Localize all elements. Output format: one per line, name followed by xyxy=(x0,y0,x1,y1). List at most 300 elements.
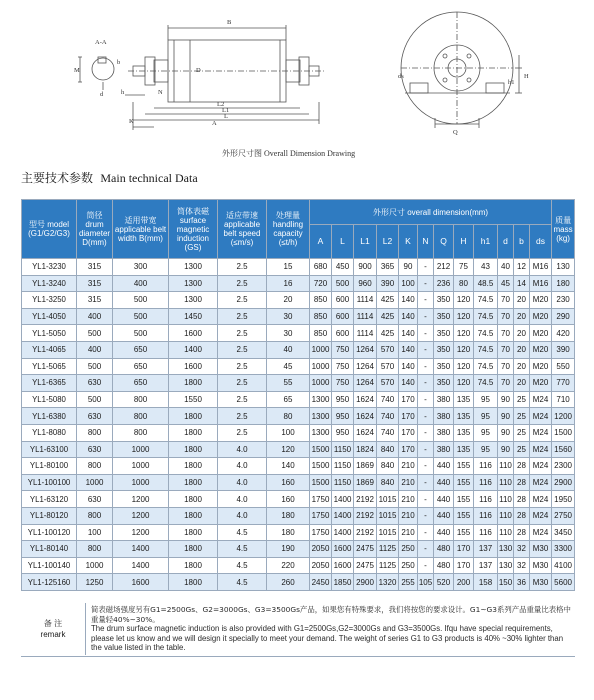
table-cell: - xyxy=(418,491,434,508)
table-cell: 440 xyxy=(434,507,454,524)
table-cell: 170 xyxy=(454,557,474,574)
model-cell: YL1-100140 xyxy=(22,557,77,574)
table-cell: 116 xyxy=(474,524,498,541)
table-cell: 450 xyxy=(332,259,354,276)
table-cell: 32 xyxy=(514,541,530,558)
table-cell: 1015 xyxy=(377,507,399,524)
remark-text-en: The drum surface magnetic induction is also provided with G1=2500Gs,G2=3000Gs and G3=3500Gs. Ifqu have special requirements, please let us know and we will design it specially to meet your demand. The weight of series G1 to G3 products is 40% ~30% lighter than the value listed in the table. xyxy=(91,624,564,653)
table-cell: 1624 xyxy=(354,424,377,441)
dim-label-q: Q xyxy=(453,129,458,136)
table-cell: 630 xyxy=(77,408,113,425)
table-cell: 20 xyxy=(514,358,530,375)
table-row xyxy=(22,275,575,292)
table-cell: 425 xyxy=(377,325,399,342)
header-dim-ds: ds xyxy=(530,225,552,259)
table-cell: 212 xyxy=(434,259,454,276)
table-cell: 500 xyxy=(77,325,113,342)
header-dim-q: Q xyxy=(434,225,454,259)
table-cell: 116 xyxy=(474,458,498,475)
table-cell: 110 xyxy=(498,491,514,508)
table-cell: 850 xyxy=(310,325,332,342)
table-cell: 90 xyxy=(399,259,418,276)
table-cell: 40 xyxy=(267,341,310,358)
table-cell: 1869 xyxy=(354,474,377,491)
table-cell: 70 xyxy=(498,325,514,342)
table-cell: 290 xyxy=(552,308,575,325)
table-cell: 95 xyxy=(474,408,498,425)
table-cell: 740 xyxy=(377,391,399,408)
table-cell: M16 xyxy=(530,259,552,276)
table-cell: 116 xyxy=(474,474,498,491)
table-cell: 95 xyxy=(474,424,498,441)
table-cell: M30 xyxy=(530,574,552,591)
table-cell: - xyxy=(418,275,434,292)
table-cell: 1600 xyxy=(332,557,354,574)
table-cell: 570 xyxy=(377,375,399,392)
table-cell: 25 xyxy=(514,441,530,458)
table-cell: 210 xyxy=(399,507,418,524)
table-cell: 1800 xyxy=(169,458,218,475)
table-cell: M24 xyxy=(530,391,552,408)
table-cell: 135 xyxy=(454,441,474,458)
table-cell: M16 xyxy=(530,275,552,292)
table-cell: 1600 xyxy=(113,574,169,591)
table-cell: 1500 xyxy=(310,441,332,458)
table-cell: 350 xyxy=(434,375,454,392)
model-cell: YL1-5080 xyxy=(22,391,77,408)
table-cell: 650 xyxy=(113,375,169,392)
table-row xyxy=(22,574,575,591)
table-cell: 95 xyxy=(474,391,498,408)
remark-text xyxy=(91,605,571,653)
table-cell: 480 xyxy=(434,557,454,574)
table-cell: 130 xyxy=(498,541,514,558)
table-row xyxy=(22,458,575,475)
header-belt-speed: 适应带速 applicable belt speed (≤m/s) xyxy=(218,200,267,259)
table-cell: 1250 xyxy=(77,574,113,591)
table-cell: 600 xyxy=(332,308,354,325)
table-row xyxy=(22,491,575,508)
table-cell: - xyxy=(418,292,434,309)
header-dim-b: b xyxy=(514,225,530,259)
model-cell: YL1-6380 xyxy=(22,408,77,425)
table-cell: 1800 xyxy=(169,507,218,524)
table-cell: 1200 xyxy=(552,408,575,425)
table-cell: 137 xyxy=(474,557,498,574)
table-row xyxy=(22,524,575,541)
table-cell: 180 xyxy=(552,275,575,292)
table-cell: 28 xyxy=(514,524,530,541)
model-cell: YL1-80100 xyxy=(22,458,77,475)
table-cell: 1125 xyxy=(377,541,399,558)
shaft-section-view xyxy=(78,57,114,90)
table-cell: 1200 xyxy=(113,524,169,541)
table-cell: 1800 xyxy=(169,474,218,491)
table-cell: 250 xyxy=(399,541,418,558)
table-cell: 500 xyxy=(113,292,169,309)
table-cell: - xyxy=(418,458,434,475)
table-cell: 1624 xyxy=(354,408,377,425)
table-cell: 1950 xyxy=(552,491,575,508)
table-cell: 1500 xyxy=(552,424,575,441)
model-cell: YL1-3240 xyxy=(22,275,77,292)
table-cell: 770 xyxy=(552,375,575,392)
table-cell: 350 xyxy=(434,308,454,325)
table-cell: 1150 xyxy=(332,474,354,491)
model-cell: YL1-6365 xyxy=(22,375,77,392)
table-cell: 1000 xyxy=(113,458,169,475)
table-cell: 135 xyxy=(454,424,474,441)
table-cell: M24 xyxy=(530,458,552,475)
table-cell: 120 xyxy=(454,375,474,392)
table-cell: 4.0 xyxy=(218,474,267,491)
table-cell: 1114 xyxy=(354,292,377,309)
table-cell: 1400 xyxy=(332,491,354,508)
table-cell: 600 xyxy=(332,292,354,309)
table-cell: 960 xyxy=(354,275,377,292)
table-cell: 4.0 xyxy=(218,458,267,475)
table-cell: 1600 xyxy=(332,541,354,558)
table-cell: M20 xyxy=(530,341,552,358)
table-cell: M20 xyxy=(530,358,552,375)
table-cell: 20 xyxy=(514,325,530,342)
table-cell: 155 xyxy=(454,507,474,524)
table-cell: 20 xyxy=(514,341,530,358)
table-cell: 70 xyxy=(498,341,514,358)
table-cell: 30 xyxy=(267,308,310,325)
table-cell: 130 xyxy=(552,259,575,276)
table-cell: 230 xyxy=(552,292,575,309)
table-cell: 1800 xyxy=(169,574,218,591)
table-cell: 1000 xyxy=(310,375,332,392)
table-cell: 740 xyxy=(377,424,399,441)
table-cell: 500 xyxy=(332,275,354,292)
dim-label-l: L xyxy=(224,113,228,120)
table-cell: - xyxy=(418,358,434,375)
table-cell: 1400 xyxy=(113,557,169,574)
header-drum-diameter: 筒径 drum diameter D(mm) xyxy=(77,200,113,259)
model-cell: YL1-4065 xyxy=(22,341,77,358)
table-cell: 570 xyxy=(377,358,399,375)
table-cell: 170 xyxy=(454,541,474,558)
model-cell: YL1-100100 xyxy=(22,474,77,491)
table-cell: - xyxy=(418,424,434,441)
table-cell: 800 xyxy=(77,458,113,475)
table-cell: 160 xyxy=(267,491,310,508)
table-cell: 74.5 xyxy=(474,325,498,342)
table-cell: 630 xyxy=(77,491,113,508)
table-cell: 1264 xyxy=(354,358,377,375)
table-row xyxy=(22,341,575,358)
table-cell: 1015 xyxy=(377,524,399,541)
table-cell: M20 xyxy=(530,325,552,342)
header-dim-a: A xyxy=(310,225,332,259)
table-cell: 260 xyxy=(267,574,310,591)
table-cell: 28 xyxy=(514,458,530,475)
table-cell: 120 xyxy=(454,341,474,358)
table-cell: M20 xyxy=(530,375,552,392)
remark-label xyxy=(21,603,85,655)
table-cell: 100 xyxy=(267,424,310,441)
table-cell: 70 xyxy=(498,375,514,392)
table-cell: 740 xyxy=(377,408,399,425)
table-cell: 520 xyxy=(434,574,454,591)
header-dim-d: d xyxy=(498,225,514,259)
table-cell: 2.5 xyxy=(218,358,267,375)
table-cell: 1200 xyxy=(113,491,169,508)
table-cell: 800 xyxy=(113,424,169,441)
table-cell: 140 xyxy=(267,458,310,475)
header-dim-h: H xyxy=(454,225,474,259)
header-dim-k: K xyxy=(399,225,418,259)
table-cell: M30 xyxy=(530,541,552,558)
table-cell: - xyxy=(418,341,434,358)
table-cell: 4.5 xyxy=(218,557,267,574)
model-cell: YL1-5065 xyxy=(22,358,77,375)
table-cell: 1869 xyxy=(354,458,377,475)
dim-label-n: N xyxy=(158,89,163,96)
dim-label-d: d xyxy=(100,91,104,98)
table-cell: 750 xyxy=(332,375,354,392)
section-title-en: Main technical Data xyxy=(100,171,198,185)
header-capacity: 处理量 handling capacity (≤t/h) xyxy=(267,200,310,259)
table-cell: 20 xyxy=(514,292,530,309)
table-cell: 90 xyxy=(498,441,514,458)
table-cell: 25 xyxy=(514,424,530,441)
table-cell: 425 xyxy=(377,308,399,325)
table-cell: - xyxy=(418,391,434,408)
table-cell: 1000 xyxy=(113,441,169,458)
table-cell: - xyxy=(418,524,434,541)
table-cell: - xyxy=(418,308,434,325)
table-cell: 158 xyxy=(474,574,498,591)
table-cell: - xyxy=(418,507,434,524)
table-cell: 380 xyxy=(434,408,454,425)
table-cell: 800 xyxy=(113,391,169,408)
table-cell: 74.5 xyxy=(474,375,498,392)
table-cell: 210 xyxy=(399,474,418,491)
table-cell: 950 xyxy=(332,391,354,408)
table-cell: 2.5 xyxy=(218,391,267,408)
model-cell: YL1-80140 xyxy=(22,541,77,558)
dim-label-d-drum: D xyxy=(196,67,201,74)
table-cell: 137 xyxy=(474,541,498,558)
table-row xyxy=(22,325,575,342)
dim-label-h-side: H xyxy=(524,73,529,80)
table-cell: 680 xyxy=(310,259,332,276)
table-row xyxy=(22,375,575,392)
table-cell: 80 xyxy=(454,275,474,292)
table-cell: 1550 xyxy=(169,391,218,408)
model-cell: YL1-80120 xyxy=(22,507,77,524)
table-cell: 350 xyxy=(434,341,454,358)
table-row xyxy=(22,424,575,441)
table-cell: 440 xyxy=(434,491,454,508)
table-cell: 28 xyxy=(514,491,530,508)
table-cell: 440 xyxy=(434,474,454,491)
remark-bottom-line xyxy=(21,656,575,657)
table-cell: 2900 xyxy=(354,574,377,591)
table-cell: 850 xyxy=(310,292,332,309)
model-cell: YL1-3230 xyxy=(22,259,77,276)
table-cell: M24 xyxy=(530,408,552,425)
table-cell: 170 xyxy=(399,391,418,408)
table-cell: 440 xyxy=(434,524,454,541)
table-cell: 2.5 xyxy=(218,325,267,342)
dim-label-ds: ds xyxy=(398,73,404,80)
table-cell: 840 xyxy=(377,458,399,475)
table-cell: 48.5 xyxy=(474,275,498,292)
dim-label-l1: L1 xyxy=(222,107,230,114)
header-magnetic-induction: 筒体表磁 surface magnetic induction (GS) xyxy=(169,200,218,259)
table-cell: 28 xyxy=(514,474,530,491)
table-cell: 2.5 xyxy=(218,375,267,392)
table-cell: 1450 xyxy=(169,308,218,325)
table-cell: 255 xyxy=(399,574,418,591)
table-cell: 4.0 xyxy=(218,507,267,524)
header-dim-l: L xyxy=(332,225,354,259)
table-cell: 1200 xyxy=(113,507,169,524)
table-cell: 1264 xyxy=(354,375,377,392)
table-cell: 110 xyxy=(498,458,514,475)
table-cell: 116 xyxy=(474,507,498,524)
table-cell: 155 xyxy=(454,474,474,491)
table-cell: 2.5 xyxy=(218,292,267,309)
table-cell: 1150 xyxy=(332,458,354,475)
table-cell: M30 xyxy=(530,557,552,574)
table-cell: 4100 xyxy=(552,557,575,574)
table-cell: 55 xyxy=(267,375,310,392)
table-cell: - xyxy=(418,408,434,425)
table-cell: M24 xyxy=(530,474,552,491)
table-row xyxy=(22,259,575,276)
remark-text-cn: 简表磁场强度另有G1=2500Gs、G2=3000Gs、G3=3500Gs产品，如果您有特殊要求，我们将按您的要求设计。G1~G3系列产品重量比表格中重量轻40%~30%。 xyxy=(91,605,571,624)
table-cell: 1800 xyxy=(169,541,218,558)
table-cell: 16 xyxy=(267,275,310,292)
table-cell: 25 xyxy=(514,391,530,408)
table-cell: 1624 xyxy=(354,391,377,408)
table-cell: 140 xyxy=(399,341,418,358)
table-cell: 74.5 xyxy=(474,358,498,375)
table-row xyxy=(22,358,575,375)
table-cell: 170 xyxy=(399,408,418,425)
table-row xyxy=(22,507,575,524)
model-cell: YL1-8080 xyxy=(22,424,77,441)
table-cell: 1750 xyxy=(310,491,332,508)
table-cell: 1800 xyxy=(169,524,218,541)
table-cell: 70 xyxy=(498,358,514,375)
table-cell: 800 xyxy=(113,408,169,425)
table-cell: 74.5 xyxy=(474,308,498,325)
table-cell: 500 xyxy=(77,358,113,375)
table-cell: 800 xyxy=(77,541,113,558)
table-cell: 1800 xyxy=(169,491,218,508)
table-row xyxy=(22,541,575,558)
table-cell: 630 xyxy=(77,375,113,392)
table-cell: M24 xyxy=(530,491,552,508)
table-cell: 1800 xyxy=(169,424,218,441)
remark-label-cn: 备 注 xyxy=(43,619,63,628)
table-cell: 90 xyxy=(498,408,514,425)
table-cell: 1750 xyxy=(310,507,332,524)
table-cell: 1400 xyxy=(332,524,354,541)
table-cell: 140 xyxy=(399,292,418,309)
table-cell: 4.0 xyxy=(218,441,267,458)
header-mass: 质量 mass (kg) xyxy=(552,200,575,259)
table-cell: 2900 xyxy=(552,474,575,491)
table-cell: 380 xyxy=(434,424,454,441)
table-cell: 400 xyxy=(77,341,113,358)
table-cell: 500 xyxy=(113,308,169,325)
table-cell: 1320 xyxy=(377,574,399,591)
table-cell: 1300 xyxy=(169,292,218,309)
header-dim-l1: L1 xyxy=(354,225,377,259)
table-cell: M24 xyxy=(530,507,552,524)
table-cell: 200 xyxy=(454,574,474,591)
table-cell: 15 xyxy=(267,259,310,276)
table-cell: 1000 xyxy=(310,341,332,358)
table-cell: 750 xyxy=(332,358,354,375)
table-cell: 180 xyxy=(267,507,310,524)
table-cell: 28 xyxy=(514,507,530,524)
table-cell: 2192 xyxy=(354,524,377,541)
table-cell: 70 xyxy=(498,308,514,325)
overall-dimension-drawing xyxy=(0,0,594,162)
table-cell: 2.5 xyxy=(218,308,267,325)
table-cell: 100 xyxy=(77,524,113,541)
table-row xyxy=(22,391,575,408)
dim-label-b: B xyxy=(227,19,232,26)
table-cell: - xyxy=(418,557,434,574)
table-cell: 140 xyxy=(399,308,418,325)
table-cell: 40 xyxy=(498,259,514,276)
table-cell: 350 xyxy=(434,292,454,309)
table-cell: 1300 xyxy=(310,424,332,441)
table-cell: 4.0 xyxy=(218,491,267,508)
table-cell: 2475 xyxy=(354,541,377,558)
table-cell: 2475 xyxy=(354,557,377,574)
table-cell: 650 xyxy=(113,341,169,358)
table-cell: 900 xyxy=(354,259,377,276)
table-cell: 20 xyxy=(514,375,530,392)
table-cell: 80 xyxy=(267,408,310,425)
table-cell: 90 xyxy=(498,424,514,441)
table-cell: 400 xyxy=(77,308,113,325)
table-cell: 840 xyxy=(377,474,399,491)
drawing-caption: 外形尺寸图 Overall Dimension Drawing xyxy=(222,149,356,158)
table-cell: 250 xyxy=(399,557,418,574)
table-cell: 120 xyxy=(267,441,310,458)
table-cell: 74.5 xyxy=(474,341,498,358)
table-cell: 155 xyxy=(454,458,474,475)
table-cell: 110 xyxy=(498,507,514,524)
table-cell: 2050 xyxy=(310,541,332,558)
table-cell: 350 xyxy=(434,325,454,342)
table-cell: 74.5 xyxy=(474,292,498,309)
model-cell: YL1-3250 xyxy=(22,292,77,309)
table-cell: 2.5 xyxy=(218,408,267,425)
table-cell: 630 xyxy=(77,441,113,458)
table-cell: 30 xyxy=(267,325,310,342)
table-cell: 1800 xyxy=(169,375,218,392)
table-cell: 45 xyxy=(267,358,310,375)
table-cell: 120 xyxy=(454,292,474,309)
header-dim-h1: h1 xyxy=(474,225,498,259)
section-title xyxy=(21,169,198,186)
table-cell: 570 xyxy=(377,341,399,358)
table-cell: 1000 xyxy=(113,474,169,491)
table-cell: 1400 xyxy=(332,507,354,524)
